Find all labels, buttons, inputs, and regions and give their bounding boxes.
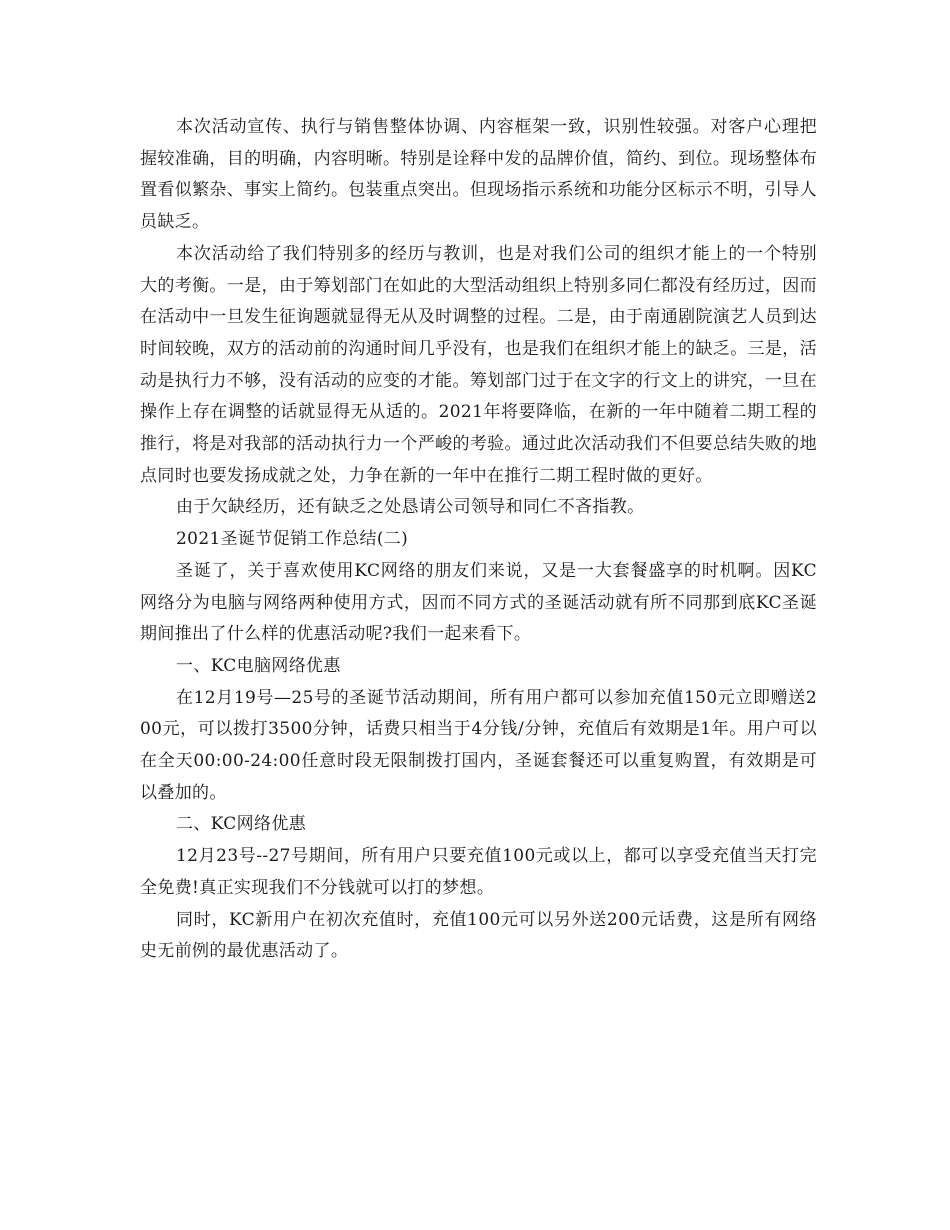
section-title: 2021圣诞节促销工作总结(二) — [176, 529, 409, 550]
paragraph-lessons: 本次活动给了我们特别多的经历与教训，也是对我们公司的组织才能上的一个特别大的考衡。一是，由于筹划部门在如此的大型活动组织上特别多同仁都没有经历过，因而在活动中一旦发生征询题就显得无从及时调整的过程。二是，由于南通剧院演艺人员到达时间较晚，双方的活动前的沟通时间几乎没有，也是我们在组织才能上的缺乏。三是，活动是执行力不够，没有活动的应变的才能。筹划部门过于在文字的行文上的讲究，一旦在操作上存在调整的话就显得无从适的。2021年将要降临，在新的一年中随着二期工程的推行，将是对我部的活动执行力一个严峻的考验。通过此次活动我们不但要总结失败的地点同时也要发扬成就之处，力争在新的一年中在推行二期工程时做的更好。 — [140, 243, 817, 486]
paragraph-closing: 由于欠缺经历，还有缺乏之处恳请公司领导和同仁不吝指教。 — [176, 497, 645, 518]
paragraph-summary: 本次活动宣传、执行与销售整体协调、内容框架一致，识别性较强。对客户心理把握较准确，目的明确，内容明晰。特别是诠释中发的品牌价值，简约、到位。现场整体布置看似繁杂、事实上简约。包装重点突出。但现场指示系统和功能分区标示不明，引导人员缺乏。 — [140, 117, 817, 233]
subsection-title-network: 二、KC网络优惠 — [176, 814, 307, 835]
paragraph-new-user-offer: 同时，KC新用户在初次充值时，充值100元可以另外送200元话费，这是所有网络史无前例的最优惠活动了。 — [140, 909, 817, 962]
paragraph-pc-offer: 在12月19号—25号的圣诞节活动期间，所有用户都可以参加充值150元立即赠送200元，可以拨打3500分钟，话费只相当于4分钱/分钟，充值后有效期是1年。用户可以在全天00:00-24:00任意时段无限制拨打国内，圣诞套餐还可以重复购置，有效期是可以叠加的。 — [140, 687, 817, 803]
paragraph-intro: 圣诞了，关于喜欢使用KC网络的朋友们来说，又是一大套餐盛享的时机啊。因KC网络分为电脑与网络两种使用方式，因而不同方式的圣诞活动就有所不同那到底KC圣诞期间推出了什么样的优惠活动呢?我们一起来看下。 — [140, 560, 817, 645]
subsection-title-pc: 一、KC电脑网络优惠 — [176, 655, 341, 676]
paragraph-network-offer: 12月23号--27号期间，所有用户只要充值100元或以上，都可以享受充值当天打完全免费!真正实现我们不分钱就可以打的梦想。 — [140, 846, 817, 898]
